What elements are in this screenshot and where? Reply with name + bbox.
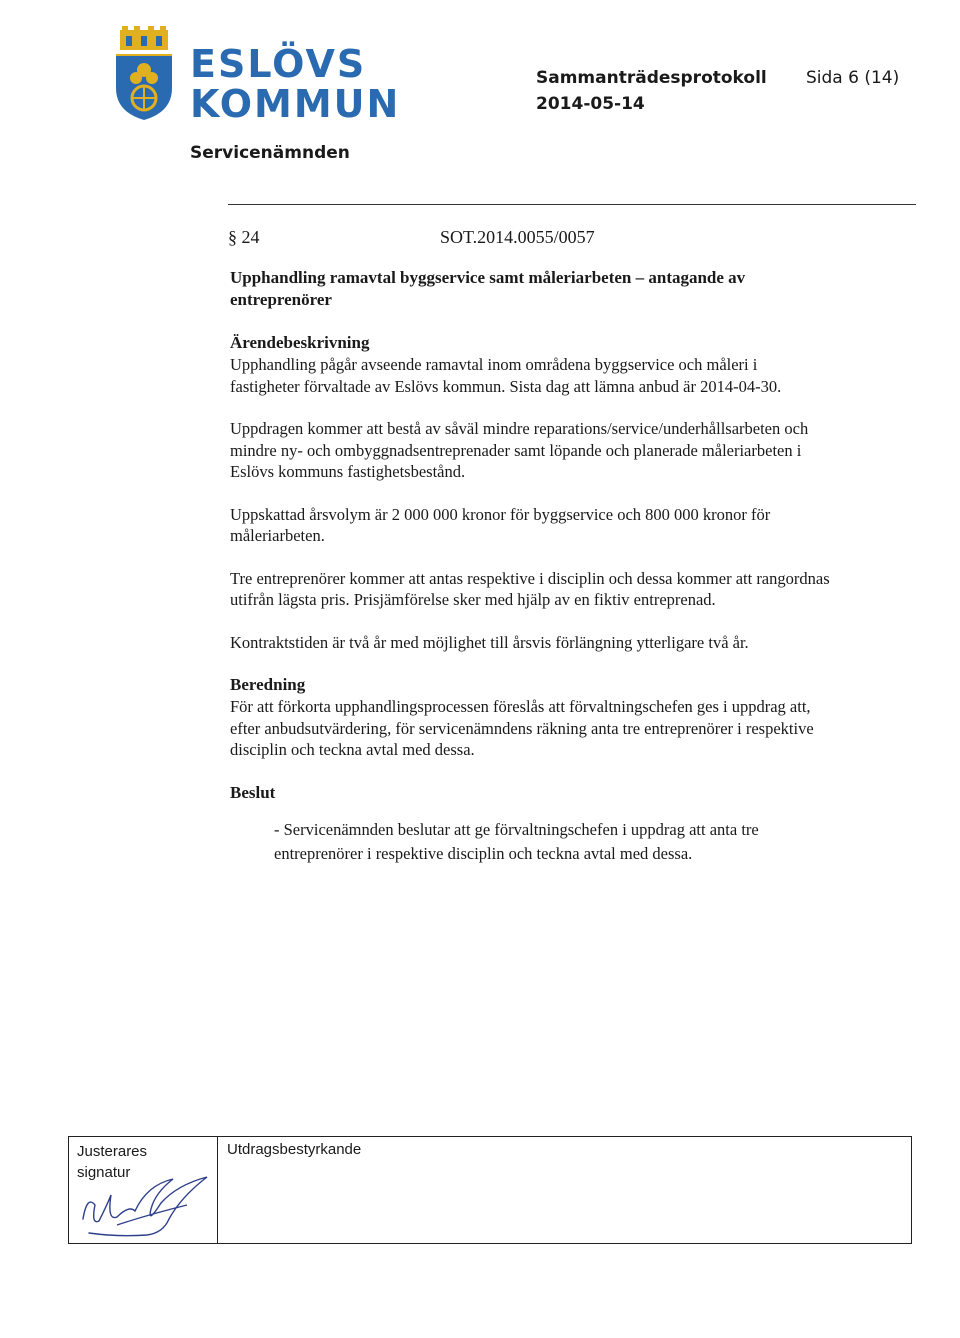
case-heading: Ärendebeskrivning — [230, 333, 370, 352]
case-reference: SOT.2014.0055/0057 — [440, 227, 595, 247]
crown-icon — [120, 26, 168, 50]
preparation-heading: Beredning — [230, 675, 306, 694]
handwritten-signature — [77, 1175, 217, 1241]
case-paragraph: Kontraktstiden är två år med möjlighet till årsvis förlängning ytterligare två år. — [230, 632, 749, 652]
adjuster-signature-label: Justerares signatur — [77, 1143, 148, 1181]
case-paragraph: Uppdragen kommer att bestå av såväl mindre reparations/service/underhållsarbeten och mindre ny- och ombyggnadsentreprenader samt löpande och planerade måleriarbeten i Eslövs kommuns fastighetsbestånd. — [230, 419, 809, 481]
page-number: Sida 6 (14) — [806, 68, 900, 88]
section-title: Upphandling ramavtal byggservice samt måleriarbeten – antagande av entreprenörer — [230, 268, 746, 309]
case-paragraph: Tre entreprenörer kommer att antas respektive i disciplin och dessa kommer att rangordnas utifrån lägsta pris. Prisjämförelse sker med hjälp av en fiktiv entreprenad. — [230, 568, 830, 609]
extract-certification-label: Utdragsbestyrkande — [227, 1141, 362, 1158]
brand-name-line2: KOMMUN — [190, 82, 401, 126]
committee-name: Servicenämnden — [190, 143, 350, 163]
brand-name-line1: ESLÖVS — [190, 42, 367, 86]
case-paragraph: Upphandling pågår avseende ramavtal inom områdena byggservice och måleri i fastigheter förvaltade av Eslövs kommun. Sista dag att lämna anbud är 2014-04-30. — [230, 355, 782, 396]
case-paragraph: Uppskattad årsvolym är 2 000 000 kronor för byggservice och 800 000 kronor för måleriarbeten. — [230, 504, 771, 545]
eslov-coat-of-arms-logo — [112, 26, 176, 122]
decision-text: - Servicenämnden beslutar att ge förvaltningschefen i uppdrag att anta tre entreprenörer i respektive disciplin och teckna avtal med dessa. — [274, 819, 759, 863]
signature-box — [68, 1136, 912, 1244]
paragraph-number: § 24 — [228, 227, 260, 247]
meeting-date: 2014-05-14 — [536, 94, 645, 114]
document-type: Sammanträdesprotokoll — [536, 68, 767, 88]
preparation-text: För att förkorta upphandlingsprocessen föreslås att förvaltningschefen ges i uppdrag att, efter anbudsutvärdering, för servicenämndens räkning anta tre entreprenörer i respektive disciplin och teckna avtal med dessa. — [230, 697, 814, 759]
header-divider — [228, 204, 916, 205]
decision-heading: Beslut — [230, 782, 276, 802]
shield-icon — [116, 54, 172, 120]
signature-box-divider — [217, 1137, 218, 1243]
minutes-body — [230, 267, 830, 866]
